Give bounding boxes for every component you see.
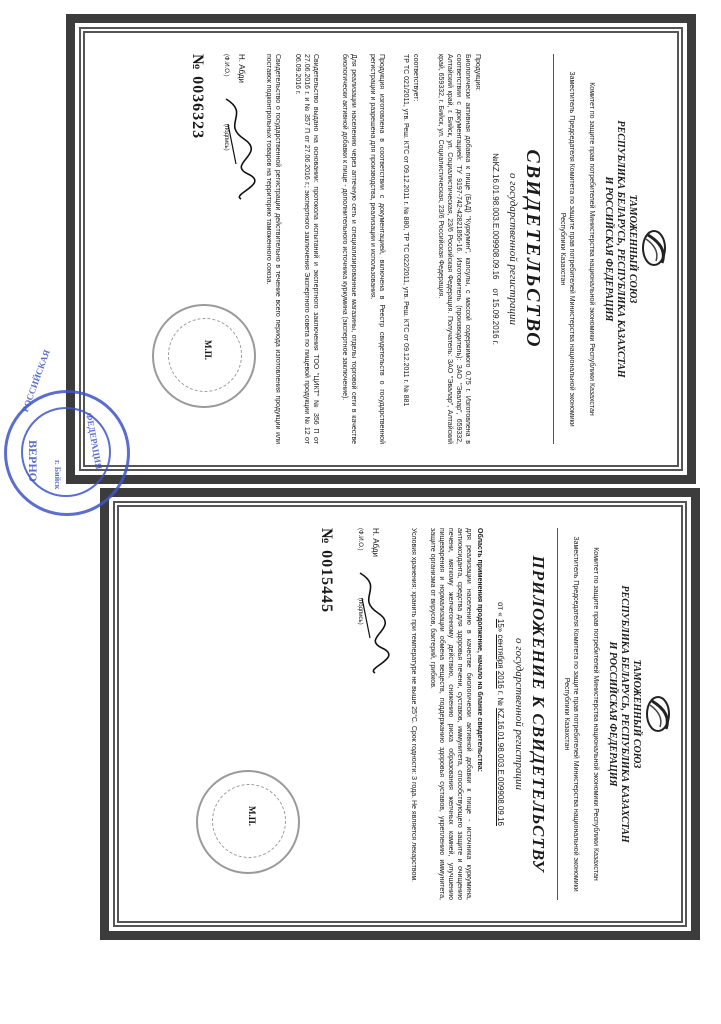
date-line: от « 15» сентября 2016 г. № KZ.16.01.98.003.E.009908.09.16 [496, 602, 505, 826]
customs-union-emblem-icon [644, 695, 674, 733]
document-subtitle: о государственной регистрации [513, 638, 525, 790]
certificate-page [66, 14, 696, 484]
committee-name: Комитет по защите прав потребителей Министерства национальной экономики Республики Казахстан [588, 82, 595, 416]
registration-line [491, 54, 500, 444]
storage-text: Условия хранения: хранить при температуре не выше 25°С. Срок годности: 3 года. Не является лекарством. [410, 528, 417, 883]
appendix-page [100, 488, 700, 940]
seal-center-text: ВЕРНО [26, 440, 40, 483]
states-line-2: И РОССИЙСКАЯ ФЕДЕРАЦИЯ [603, 176, 614, 322]
signer-name: Н. Абди [371, 528, 380, 557]
seal-text-bottom: г. Бийск [53, 460, 62, 490]
mp-label: М.П. [203, 340, 213, 360]
sign-caption: (подпись) [223, 124, 229, 151]
separator-line [557, 528, 558, 900]
sign-caption: (подпись) [357, 598, 363, 625]
product-text: Биологически активная добавка к пище (БАД) "Куркумин", капсулы, с массой содержимого 0,75 г. Изготовлена в соответствии с документацией: ТУ 9197-742-42821856-16. Изготовитель (производитель): ЗАО "Эвалар", 659332, Алтайский край, г. Бийск, ул. Социалистическая, 23/6 Российская Федерация. Получатель: ЗАО "Эвалар", Алтайский край, 659332, г. Бийск, ул. Социалистическая, 23/6 Российская Федерация. [437, 54, 471, 444]
states-line-2: И РОССИЙСКАЯ ФЕДЕРАЦИЯ [607, 641, 618, 787]
area-label: Область применения продолжение, начало на бланке свидетельства: [476, 528, 483, 772]
seal-text-top: РОССИЙСКАЯ [20, 348, 52, 414]
document-subtitle: о государственной регистрации [507, 173, 519, 325]
date-year: 2016 [496, 670, 505, 689]
area-text: для реализации населению в качестве биологически активной добавки к пище - источника куркумина, антиоксиданта, средства для здоровья печени, суставов, иммунитета, способствующего защите и очищению печени, мягкому желчегонному действию, снижению риска образования желчных камней, улучшению пищеварения и нормализации обмена веществ, поддержанию здоровья суставов, укреплению иммунитета, защите организма от вирусов, бактерий, грибков. [429, 528, 472, 900]
union-title: ТАМОЖЕННЫЙ СОЮЗ [631, 659, 642, 769]
registration-text: Продукция изготовлена в соответствии с документацией, включена в Реестр свидетельств о государственной регистрации и разрешена для производства, реализации и использования. [369, 54, 385, 444]
product-label: Продукция: [474, 54, 481, 91]
separator-line [553, 54, 554, 444]
deputy-name: Заместитель Председателя Комитета по защите прав потребителей Министерства национальной экономики Республики Казахстан [559, 71, 575, 427]
states-line-1: РЕСПУБЛИКА БЕЛАРУСЬ, РЕСПУБЛИКА КАЗАХСТАН [619, 585, 630, 843]
serial-number: № 0015445 [318, 528, 335, 614]
signer-caption: (Ф.И.О.) [357, 528, 363, 551]
registration-number: KZ.16.01.98.003.E.009908.09.16 [496, 708, 505, 826]
states-line-1: РЕСПУБЛИКА БЕЛАРУСЬ, РЕСПУБЛИКА КАЗАХСТАН [615, 120, 626, 378]
union-title: ТАМОЖЕННЫЙ СОЮЗ [627, 194, 638, 304]
customs-union-emblem-icon [640, 229, 670, 267]
document-title: СВИДЕТЕЛЬСТВО [522, 149, 544, 349]
appendix-content [120, 508, 680, 920]
compliance-label: соответствует: [412, 54, 419, 102]
date-prefix: от « [496, 602, 505, 617]
compliance-text: ТР ТС 021/2011, утв. Реш. КТС от 09.12.2011 г. № 880, ТР ТС 022/2011, утв. Реш. КТС от 09.12.2011 г. № 881 [402, 54, 409, 407]
deputy-name: Заместитель Председателя Комитета по защите прав потребителей Министерства национальной экономики Республики Казахстан [563, 536, 579, 892]
registration-number: №KZ.16.01.98.003.E.009908.09.16 [491, 153, 500, 280]
year-suffix: г. № [496, 690, 505, 706]
signer-name: Н. Абди [237, 54, 246, 83]
mp-label: М.П. [247, 806, 257, 826]
signer-caption: (Ф.И.О.) [223, 54, 229, 77]
date-day: 15 [496, 618, 505, 628]
seal-text-mid: ФЕДЕРАЦИЯ [84, 412, 104, 471]
serial-number: № 0036323 [189, 54, 206, 140]
document-title: ПРИЛОЖЕНИЕ К СВИДЕТЕЛЬСТВУ [529, 555, 548, 873]
registration-date: от 15.09.2016 г. [491, 288, 500, 345]
certificate-content [86, 34, 676, 464]
note-text: Свидетельство о государственной регистрации действительно в течение всего периода изготовления продукции или поставок подконтрольных товаров на территорию таможенного союза. [265, 54, 281, 444]
use-text: Для реализации населению через аптечную сеть и специализированные магазины, отделы торговой сети в качестве биологически активной добавки к пище - дополнительного источника куркумина (экспертное заключение). [341, 54, 357, 444]
date-month: сентября [496, 634, 505, 669]
committee-name: Комитет по защите прав потребителей Министерства национальной экономики Республики Казахстан [592, 547, 599, 881]
basis-text: Свидетельство выдано на основании: протокола испытаний и экспертного заключения ТОО "ЦИКТ" № 356 П от 27.06.2016 г. и № 357 П от 27.06.2016 г.; экспертного заключения Экспертного совета по пищевой продукции № 12 от 06.09.2016 г. [294, 54, 319, 444]
